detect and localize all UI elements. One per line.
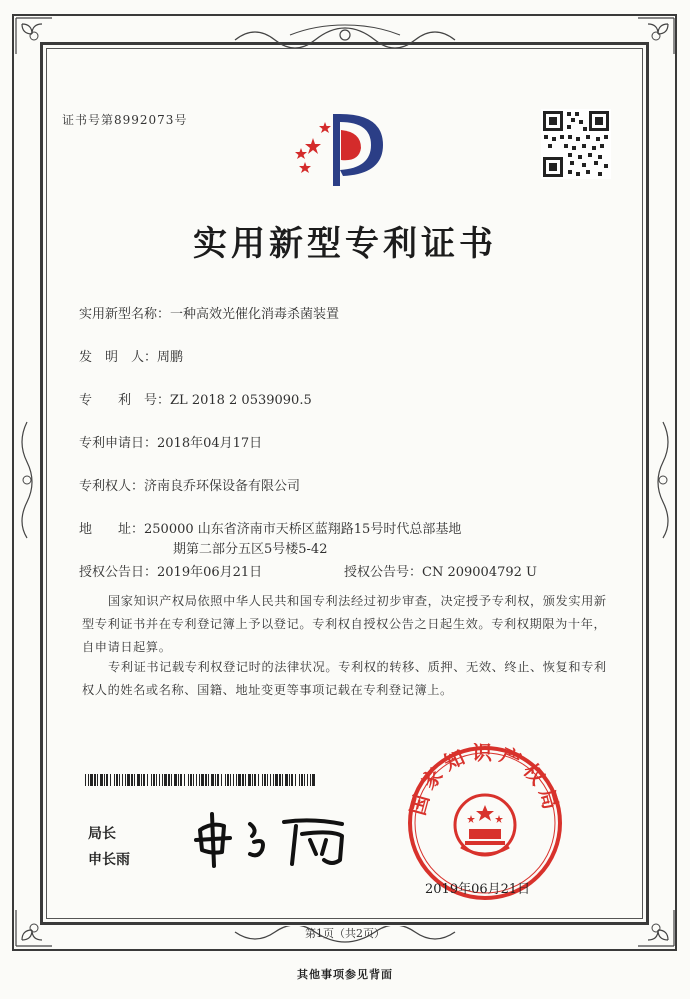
barcode-bar	[122, 774, 123, 786]
seal-date: 2019年06月21日	[425, 882, 531, 897]
barcode-bar	[188, 774, 189, 786]
grant-date-value: 2019年06月21日	[157, 565, 263, 580]
grant-number-label: 授权公告号：	[344, 565, 423, 580]
corner-ornament-top-right	[636, 16, 676, 56]
barcode-bar	[190, 774, 192, 786]
barcode-bar	[304, 774, 305, 786]
barcode-bar	[242, 774, 244, 786]
barcode-bar	[168, 774, 170, 786]
grant-number-value: CN 209004792 U	[422, 565, 537, 580]
barcode-bar	[285, 774, 288, 786]
barcode-bar	[310, 774, 311, 786]
barcode-bar	[180, 774, 182, 786]
barcode-bar	[230, 774, 231, 786]
barcode-bar	[134, 774, 135, 786]
utility-model-name-row	[79, 303, 339, 322]
barcode-bar	[307, 774, 308, 786]
barcode-bar	[262, 774, 263, 786]
application-date-row	[79, 432, 262, 451]
body-paragraph-1: 国家知识产权局依照中华人民共和国专利法经过初步审查，决定授予专利权，颁发实用新型专利证书并在专利登记簿上予以登记。专利权自授权公告之日起生效。专利权期限为十年，自申请日起算。	[82, 594, 607, 654]
signature-image	[192, 800, 362, 875]
left-edge-ornament	[16, 420, 38, 540]
barcode-bar	[233, 774, 234, 786]
barcode-bar	[193, 774, 194, 786]
barcode-bar	[162, 774, 163, 786]
barcode-bar	[227, 774, 229, 786]
signer-name: 申长雨	[88, 852, 130, 868]
barcode-bar	[238, 774, 241, 786]
barcode-bar	[116, 774, 118, 786]
application-date-value: 2018年04月17日	[157, 436, 263, 451]
footer-note: 其他事项参见背面	[297, 968, 393, 981]
barcode-bar	[217, 774, 219, 786]
grant-date-label: 授权公告日：	[79, 565, 158, 580]
barcode-bar	[153, 774, 155, 786]
barcode-bar	[254, 774, 256, 786]
barcode-bar	[282, 774, 283, 786]
corner-ornament-top-left	[14, 16, 54, 56]
barcode-bar	[85, 774, 86, 786]
patentee-value: 济南良乔环保设备有限公司	[144, 479, 301, 494]
barcode-bar	[299, 774, 300, 786]
barcode-bar	[273, 774, 274, 786]
barcode-bar	[301, 774, 303, 786]
qr-code-icon	[541, 109, 611, 179]
signer-title: 局长	[88, 826, 116, 842]
barcode-bar	[289, 774, 290, 786]
certificate-title: 实用新型专利证书	[193, 224, 497, 264]
top-center-ornament	[230, 22, 460, 48]
inventor-value: 周鹏	[157, 350, 184, 365]
grant-date-row	[79, 561, 262, 580]
barcode-bar	[258, 774, 259, 786]
barcode-bar	[184, 774, 185, 786]
barcode-bar	[267, 774, 268, 786]
barcode-bar	[208, 774, 209, 786]
barcode-bar	[236, 774, 237, 786]
barcode-bar	[248, 774, 251, 786]
address-label: 地 址：	[79, 522, 145, 537]
barcode-bar	[245, 774, 246, 786]
barcode-bar	[127, 774, 130, 786]
patent-logo-icon	[283, 100, 393, 195]
seal-text: 国家知识产权局	[405, 743, 565, 818]
barcode-bar	[114, 774, 115, 786]
barcode-bar	[211, 774, 214, 786]
barcode-bar	[151, 774, 152, 786]
barcode-bar	[159, 774, 160, 786]
barcode-bar	[100, 774, 103, 786]
barcode-bar	[279, 774, 281, 786]
address-line2-row	[173, 538, 327, 557]
barcode-bar	[94, 774, 96, 786]
patentee-row	[79, 475, 300, 494]
barcode-bar	[147, 774, 148, 786]
inventor-label: 发 明 人：	[79, 350, 158, 365]
patent-number-row	[79, 389, 312, 408]
barcode-bar	[131, 774, 133, 786]
address-row	[79, 518, 461, 537]
patentee-label: 专利权人：	[79, 479, 145, 494]
barcode-bar	[106, 774, 108, 786]
barcode-bar	[174, 774, 177, 786]
right-edge-ornament	[652, 420, 674, 540]
barcode-bar	[312, 774, 315, 786]
patent-number-label: 专 利 号：	[79, 393, 171, 408]
barcode-bar	[119, 774, 120, 786]
utility-model-name-label: 实用新型名称：	[79, 307, 171, 322]
barcode-bar	[221, 774, 222, 786]
barcode-bar	[171, 774, 172, 786]
barcode-bar	[156, 774, 157, 786]
barcode-bar	[270, 774, 271, 786]
page-number: 第1页（共2页）	[305, 927, 385, 940]
barcode-bar	[291, 774, 293, 786]
barcode-bar	[110, 774, 111, 786]
barcode-bar	[97, 774, 98, 786]
barcode-bar	[104, 774, 105, 786]
barcode-bar	[178, 774, 179, 786]
barcode-bar	[90, 774, 93, 786]
barcode-bar	[137, 774, 140, 786]
utility-model-name-value: 一种高效光催化消毒杀菌装置	[170, 307, 340, 322]
barcode-bar	[252, 774, 253, 786]
barcode-bar	[199, 774, 200, 786]
barcode-bar	[141, 774, 142, 786]
barcode-bar	[164, 774, 167, 786]
barcode-bar	[225, 774, 226, 786]
address-line2: 期第二部分五区5号楼5-42	[173, 542, 328, 557]
barcode-bar	[143, 774, 145, 786]
barcode-bar	[295, 774, 296, 786]
address-line1: 250000 山东省济南市天桥区蓝翔路15号时代总部基地	[144, 522, 462, 537]
barcode-bar	[205, 774, 207, 786]
application-date-label: 专利申请日：	[79, 436, 158, 451]
barcode-bar	[215, 774, 216, 786]
barcode-icon	[85, 771, 317, 783]
grant-number-row	[344, 561, 537, 580]
barcode-bar	[201, 774, 204, 786]
barcode-bar	[196, 774, 197, 786]
inventor-row	[79, 346, 183, 365]
body-paragraph-2: 专利证书记载专利权登记时的法律状况。专利权的转移、质押、无效、终止、恢复和专利权人的姓名或名称、国籍、地址变更等事项记载在专利登记簿上。	[82, 660, 607, 697]
patent-number-value: ZL 2018 2 0539090.5	[170, 393, 312, 408]
barcode-bar	[275, 774, 278, 786]
national-emblem-icon	[455, 795, 515, 855]
certificate-number: 证书号第8992073号	[62, 113, 188, 127]
barcode-bar	[264, 774, 266, 786]
barcode-bar	[88, 774, 89, 786]
barcode-bar	[125, 774, 126, 786]
